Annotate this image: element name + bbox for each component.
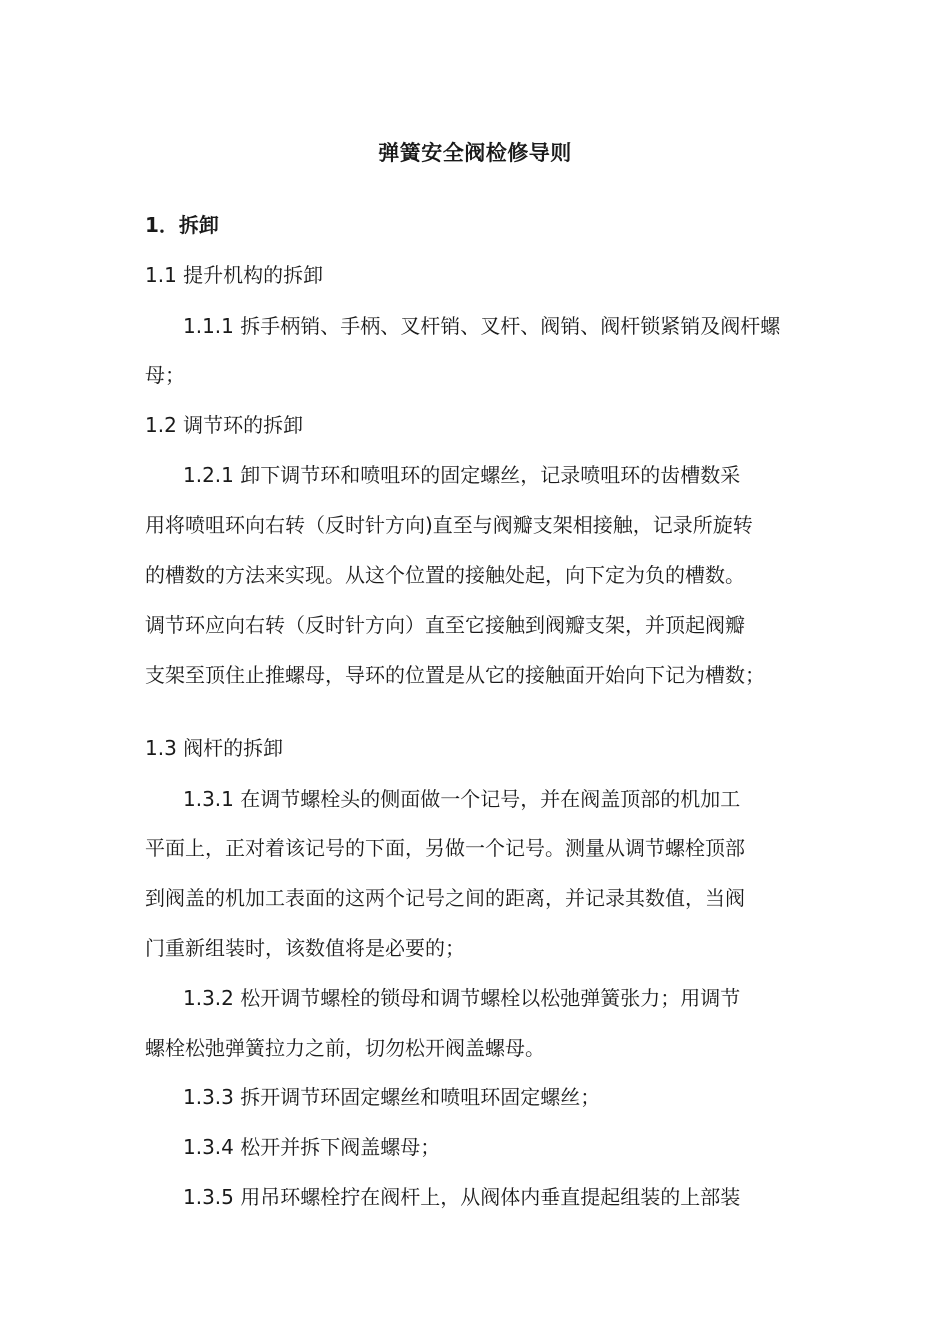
subsection-heading-valve-stem: 1.3 阀杆的拆卸 — [145, 736, 284, 760]
paragraph-line: 平面上，正对着该记号的下面，另做一个记号。测量从调节螺栓顶部 — [145, 836, 745, 860]
paragraph-line: 用将喷咀环向右转（反时针方向)直至与阀瓣支架相接触，记录所旋转 — [145, 513, 753, 537]
paragraph-line: 螺栓松弛弹簧拉力之前，切勿松开阀盖螺母。 — [145, 1036, 545, 1060]
paragraph-line: 1.2.1 卸下调节环和喷咀环的固定螺丝，记录喷咀环的齿槽数采 — [183, 463, 741, 487]
paragraph-line: 调节环应向右转（反时针方向）直至它接触到阀瓣支架，并顶起阀瓣 — [145, 613, 745, 637]
paragraph-line: 母； — [145, 363, 185, 387]
paragraph-line: 门重新组装时，该数值将是必要的； — [145, 936, 465, 960]
paragraph-line: 1.1.1 拆手柄销、手柄、叉杆销、叉杆、阀销、阀杆锁紧销及阀杆螺 — [183, 314, 781, 338]
paragraph-line: 1.3.4 松开并拆下阀盖螺母； — [183, 1135, 441, 1159]
paragraph-line: 1.3.5 用吊环螺栓拧在阀杆上，从阀体内垂直提起组装的上部装 — [183, 1185, 741, 1209]
paragraph-line: 支架至顶住止推螺母，导环的位置是从它的接触面开始向下记为槽数； — [145, 663, 765, 687]
paragraph-line: 1.3.1 在调节螺栓头的侧面做一个记号，并在阀盖顶部的机加工 — [183, 787, 741, 811]
subsection-heading-lifting-mechanism: 1.1 提升机构的拆卸 — [145, 263, 324, 287]
paragraph-line: 到阀盖的机加工表面的这两个记号之间的距离，并记录其数值，当阀 — [145, 886, 745, 910]
paragraph-line: 1.3.2 松开调节螺栓的锁母和调节螺栓以松弛弹簧张力；用调节 — [183, 986, 741, 1010]
section-heading-disassembly: 1．拆卸 — [145, 213, 219, 237]
document-title: 弹簧安全阀检修导则 — [378, 141, 572, 165]
paragraph-line: 1.3.3 拆开调节环固定螺丝和喷咀环固定螺丝； — [183, 1085, 601, 1109]
paragraph-line: 的槽数的方法来实现。从这个位置的接触处起，向下定为负的槽数。 — [145, 563, 745, 587]
subsection-heading-adjusting-ring: 1.2 调节环的拆卸 — [145, 413, 304, 437]
